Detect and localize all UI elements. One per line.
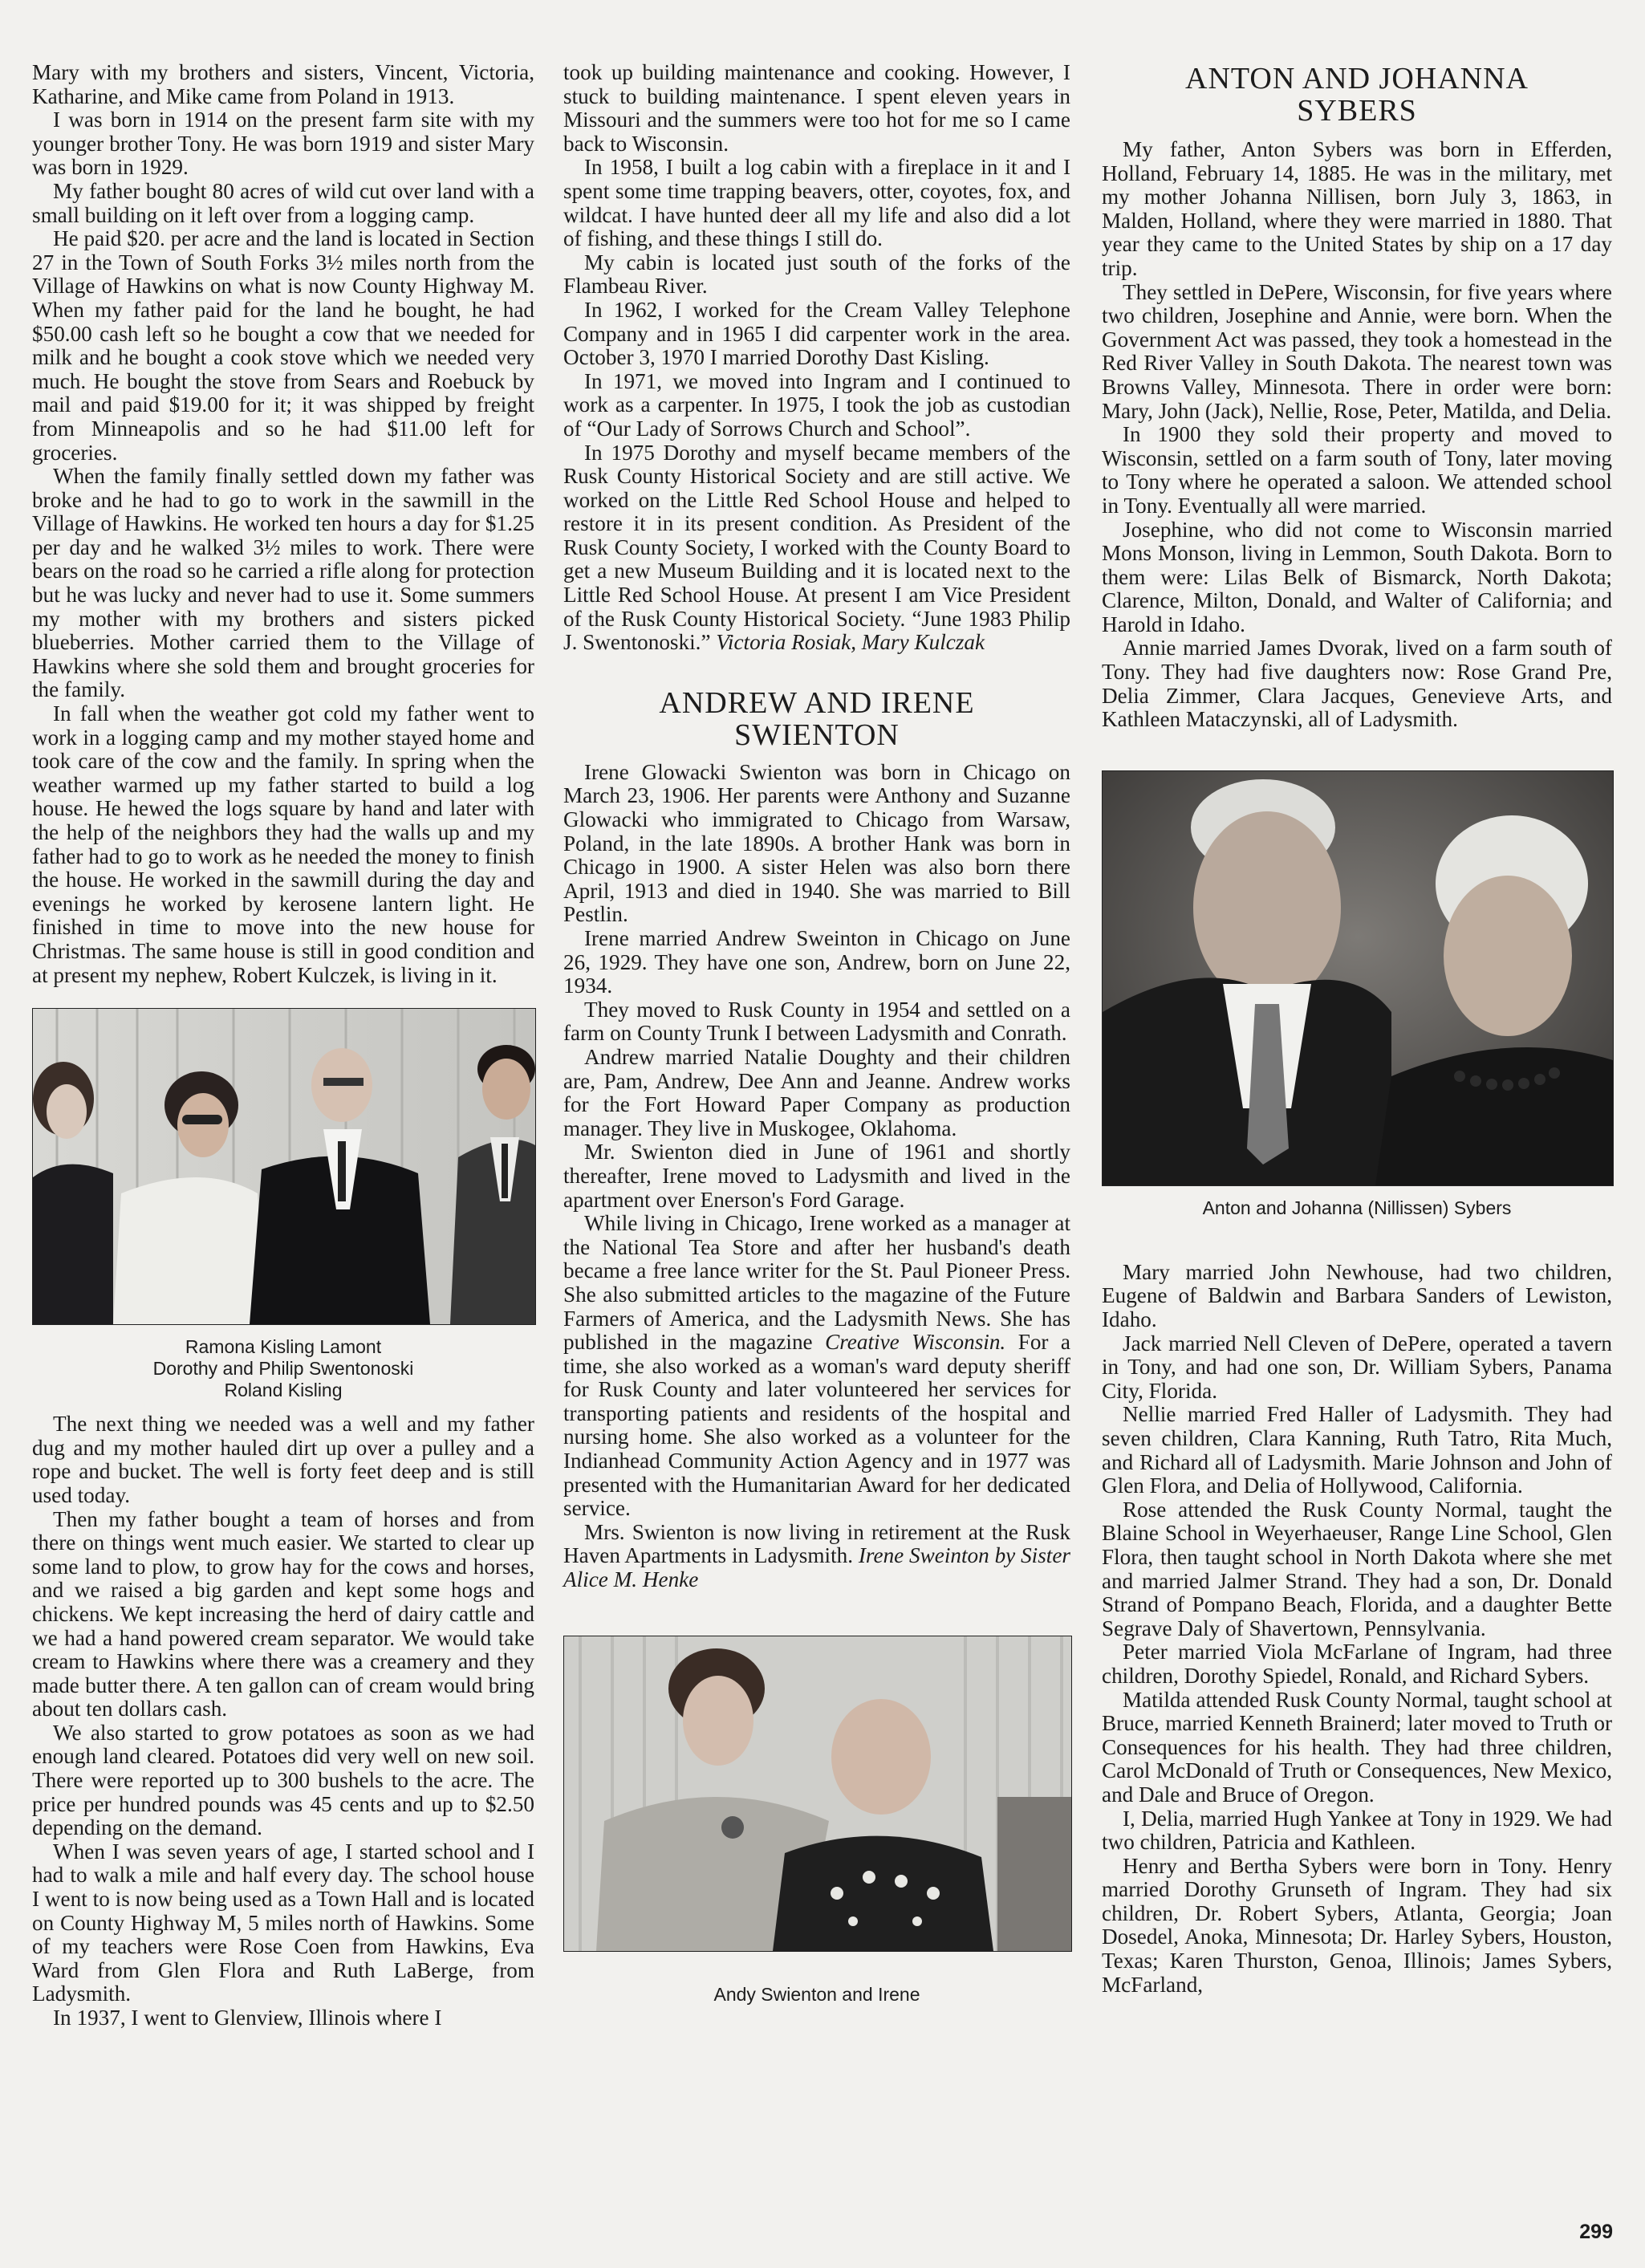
paragraph: They moved to Rusk County in 1954 and settled on a farm on County Trunk I between Ladysmith and Conrath. bbox=[563, 997, 1070, 1046]
paragraph-text: For a time, she also worked as a woman's ward deputy sheriff for Rusk County and later volunteered her services for transporting patients and residents of the hospital and nursing home. She also worked as a volunteer for the Indianhead Community Action Agency and in 1977 was presented with the Humanitarian Award for her dedicated service. bbox=[563, 1330, 1070, 1521]
photo-andy-irene bbox=[563, 1636, 1072, 1952]
photo-caption: Anton and Johanna (Nillissen) Sybers bbox=[1202, 1197, 1512, 1218]
column-2 bbox=[563, 61, 1070, 2006]
photo-image bbox=[33, 1009, 535, 1324]
paragraph: They settled in DePere, Wisconsin, for five years where two children, Josephine and Annie, were born. When the Government Act was passed, they took a homestead in the Red River Valley in South Dakota. The nearest town was Browns Valley, Minnesota. There in order were born: Mary, John (Jack), Nellie, Rose, Peter, Matilda, and Delia. bbox=[1102, 279, 1612, 423]
paragraph: Jack married Nell Cleven of DePere, operated a tavern in Tony, and had one son, Dr. William Sybers, Panama City, Florida. bbox=[1102, 1331, 1612, 1403]
heading-line: SYBERS bbox=[1297, 94, 1417, 128]
heading-line: ANTON AND JOHANNA bbox=[1185, 62, 1529, 96]
paragraph: When the family finally settled down my father was broke and he had to go to work in the sawmill in the Village of Hawkins. He worked ten hours a day for $1.25 per day and he walked 3½ miles to work. There were bears on the road so he carried a rifle along for protection but he was lucky and never had to use it. Some summers my mother with my brothers and sisters picked blueberries. Mother carried them to the Village of Hawkins where she sold them and brought groceries for the family. bbox=[32, 464, 534, 702]
photo-anton-johanna bbox=[1102, 770, 1614, 1186]
paragraph: Matilda attended Rusk County Normal, taught school at Bruce, married Kenneth Brainerd; later moved to Truth or Consequences for his health. They had three children, Carol McDonald of Truth or Consequences, New Mexico, and Dale and Bruce of Oregon. bbox=[1102, 1687, 1612, 1807]
photo-image bbox=[1103, 771, 1613, 1185]
caption-line: Roland Kisling bbox=[224, 1380, 343, 1401]
column-3 bbox=[1102, 63, 1612, 1997]
paragraph: In 1958, I built a log cabin with a fireplace in it and I spent some time trapping beavers, otter, coyotes, fox, and wildcat. I have hunted deer all my life and also did a lot of fishing, and these things I still do. bbox=[563, 155, 1070, 251]
paragraph: My cabin is located just south of the forks of the Flambeau River. bbox=[563, 250, 1070, 299]
paragraph: In 1937, I went to Glenview, Illinois where I bbox=[53, 2006, 442, 2030]
paragraph: Henry and Bertha Sybers were born in Tony. Henry married Dorothy Grunseth of Ingram. They had six children, Dr. Robert Sybers, Atlanta, Georgia; Joan Dosedel, Anoka, Minnesota; Dr. Harley Sybers, Houston, Texas; Karen Thurston, Genoa, Illinois; James Sybers, McFarland, bbox=[1102, 1853, 1612, 1997]
paragraph: The next thing we needed was a well and my father dug and my mother hauled dirt up over a pulley and a rope and bucket. The well is forty feet deep and is still used today. bbox=[32, 1412, 534, 1507]
paragraph bbox=[563, 1212, 1070, 1521]
paragraph-text: Mrs. Swienton is now living in retirement at the Rusk Haven Apartments in Ladysmith. bbox=[563, 1519, 1070, 1568]
paragraph: Peter married Viola McFarlane of Ingram, had three children, Dorothy Spiedel, Ronald, and Richard Sybers. bbox=[1102, 1640, 1612, 1688]
byline: Victoria Rosiak, Mary Kulczak bbox=[716, 630, 985, 655]
column-1 bbox=[32, 61, 534, 2030]
paragraph: Mr. Swienton died in June of 1961 and shortly thereafter, Irene moved to Ladysmith and lived in the apartment over Enerson's Ford Garage. bbox=[563, 1140, 1070, 1212]
paragraph: I was born in 1914 on the present farm site with my younger brother Tony. He was born 1919 and sister Mary was born in 1929. bbox=[32, 108, 534, 180]
paragraph: Irene married Andrew Sweinton in Chicago on June 26, 1929. They have one son, Andrew, born on June 22, 1934. bbox=[563, 926, 1070, 998]
paragraph: We also started to grow potatoes as soon as we had enough land cleared. Potatoes did very well on new soil. There were reported up to 300 bushels to the acre. The price per hundred pounds was 45 cents and up to $2.50 depending on the demand. bbox=[32, 1720, 534, 1840]
paragraph: Irene Glowacki Swienton was born in Chicago on March 23, 1906. Her parents were Anthony and Suzanne Glowacki who immigrated to Chicago from Warsaw, Poland, in the late 1890s. A brother Hank was born in Chicago in 1900. A sister Helen was also born there April, 1913 and died in 1940. She was married to Bill Pestlin. bbox=[563, 759, 1070, 927]
heading-line: ANDREW AND IRENE bbox=[659, 685, 975, 720]
paragraph: Andrew married Natalie Doughty and their children are, Pam, Andrew, Dee Ann and Jeanne. Andrew works for the Fort Howard Paper Company as production manager. They live in Muskogee, Oklahoma. bbox=[563, 1044, 1070, 1140]
paragraph: My father, Anton Sybers was born in Efferden, Holland, February 14, 1885. He was in the military, met my mother Johanna Nillisen, born July 3, 1863, in Malden, Holland, where they were married in 1880. That year they came to the United States by ship on a 17 day trip. bbox=[1102, 137, 1612, 280]
photo-caption bbox=[32, 1336, 534, 1401]
paragraph: Annie married James Dvorak, lived on a farm south of Tony. They had five daughters now: Rose Grand Pre, Delia Zimmer, Clara Jacques, Genevieve Arts, and Kathleen Mataczynski, all of Ladysmith. bbox=[1102, 636, 1612, 732]
paragraph: In 1962, I worked for the Cream Valley Telephone Company and in 1965 I did carpenter work in the area. October 3, 1970 I married Dorothy Dast Kisling. bbox=[563, 297, 1070, 370]
section-heading bbox=[563, 687, 1070, 751]
paragraph-text: In 1975 Dorothy and myself became members of the Rusk County Historical Society and are still active. We worked on the Little Red School House and helped to restore it in its present condition. As President of the Rusk County Society, I worked with the County Board to get a new Museum Building and it is located next to the Little Red School House. At present I am Vice President of the Rusk County Historical Society. “June 1983 Philip J. Swentonoski.” bbox=[563, 440, 1070, 655]
caption-line: Dorothy and Philip Swentonoski bbox=[152, 1358, 414, 1380]
photo-image bbox=[564, 1636, 1071, 1951]
paragraph: Nellie married Fred Haller of Ladysmith. They had seven children, Clara Kanning, Ruth Tatro, Rita Much, and Richard all of Ladysmith. Marie Johnson and John of Glen Flora, and Delia of Hollywood, California. bbox=[1102, 1402, 1612, 1498]
paragraph: Mary with my brothers and sisters, Vincent, Victoria, Katharine, and Mike came from Poland in 1913. bbox=[32, 60, 534, 108]
page-number: 299 bbox=[1579, 2221, 1613, 2243]
paragraph: took up building maintenance and cooking. However, I stuck to building maintenance. I spent eleven years in Missouri and the summers were too hot for me so I came back to Wisconsin. bbox=[563, 60, 1070, 156]
paragraph: He paid $20. per acre and the land is located in Section 27 in the Town of South Forks 3½ miles north from the Village of Hawkins on what is now County Highway M. When my father paid for the land he bought, he had $50.00 cash left so he bought a cow that we needed for milk and he bought a cook stove which we needed very much. He bought the stove from Sears and Roebuck by mail and paid $19.00 for it; it was shipped by freight from Minneapolis and so he had $11.00 left for groceries. bbox=[32, 226, 534, 465]
magazine-title: Creative Wisconsin. bbox=[825, 1330, 1006, 1355]
paragraph-text: While living in Chicago, Irene worked as a manager at the National Tea Store and after her husband's death became a free lance writer for the St. Paul Pioneer Press. She also submitted articles to the magazine of the Future Farmers of America, and the Ladysmith News. She has published in the magazine bbox=[563, 1211, 1070, 1355]
photo-four-people bbox=[32, 1008, 536, 1325]
paragraph: Rose attended the Rusk County Normal, taught the Blaine School in Weyerhaeuser, Range Line School, Glen Flora, then taught school in North Dakota where she met and married Jalmer Strand. They had a son, Dr. Donald Strand of Pompano Beach, Florida, and a daughter Bette Segrave Daly of Shavertown, Pennsylvania. bbox=[1102, 1497, 1612, 1640]
paragraph: When I was seven years of age, I started school and I had to walk a mile and half every day. The school house I went to is now being used as a Town Hall and is located on County Highway M, 5 miles north of Hawkins. Some of my teachers were Rose Coen from Hawkins, Eva Ward from Glen Flora and Ruth LaBerge, from Ladysmith. bbox=[32, 1839, 534, 2006]
photo-caption: Andy Swienton and Irene bbox=[713, 1983, 920, 2005]
byline: Irene Sweinton by Sister Alice M. Henke bbox=[563, 1543, 1070, 1592]
paragraph: My father bought 80 acres of wild cut over land with a small building on it left over from a logging camp. bbox=[32, 178, 534, 227]
heading-line: SWIENTON bbox=[734, 717, 900, 752]
paragraph bbox=[563, 441, 1070, 655]
paragraph: In 1900 they sold their property and moved to Wisconsin, settled on a farm south of Tony, later moving to Tony where he operated a saloon. We attended school in Tony. Eventually all were married. bbox=[1102, 422, 1612, 518]
caption-line: Ramona Kisling Lamont bbox=[185, 1336, 382, 1358]
paragraph: Mary married John Newhouse, had two children, Eugene of Baldwin and Barbara Sanders of Lewiston, Idaho. bbox=[1102, 1259, 1612, 1332]
paragraph: In fall when the weather got cold my father went to work in a logging camp and my mother stayed home and took care of the cow and the family. In spring when the weather warmed up my father started to build a log house. He hewed the logs square by hand and later with the help of the neighbors they had the walls up and my father had to go to work as he needed the money to finish the house. He worked in the sawmill during the day and evenings he worked by kerosene lantern light. He finished in time to move into the new house for Christmas. The same house is still in good condition and at present my nephew, Robert Kulczek, is living in it. bbox=[32, 701, 534, 987]
section-heading bbox=[1102, 63, 1612, 127]
paragraph: I, Delia, married Hugh Yankee at Tony in 1929. We had two children, Patricia and Kathleen. bbox=[1102, 1806, 1612, 1855]
paragraph: Then my father bought a team of horses and from there on things went much easier. We started to clear up some land to plow, to grow hay for the cows and horses, and we raised a big garden and kept some hogs and chickens. We kept increasing the herd of dairy cattle and we had a hand powered cream separator. We would take cream to Hawkins where there was a creamery and they made butter there. A ten gallon can of cream would bring about ten dollars cash. bbox=[32, 1506, 534, 1721]
paragraph: In 1971, we moved into Ingram and I continued to work as a carpenter. In 1975, I took the job as custodian of “Our Lady of Sorrows Church and School”. bbox=[563, 368, 1070, 441]
paragraph bbox=[563, 1521, 1070, 1592]
paragraph: Josephine, who did not come to Wisconsin married Mons Monson, living in Lemmon, South Dakota. Born to them were: Lilas Belk of Bismarck, North Dakota; Clarence, Milton, Donald, and Walter of California; and Harold in Idaho. bbox=[1102, 517, 1612, 636]
